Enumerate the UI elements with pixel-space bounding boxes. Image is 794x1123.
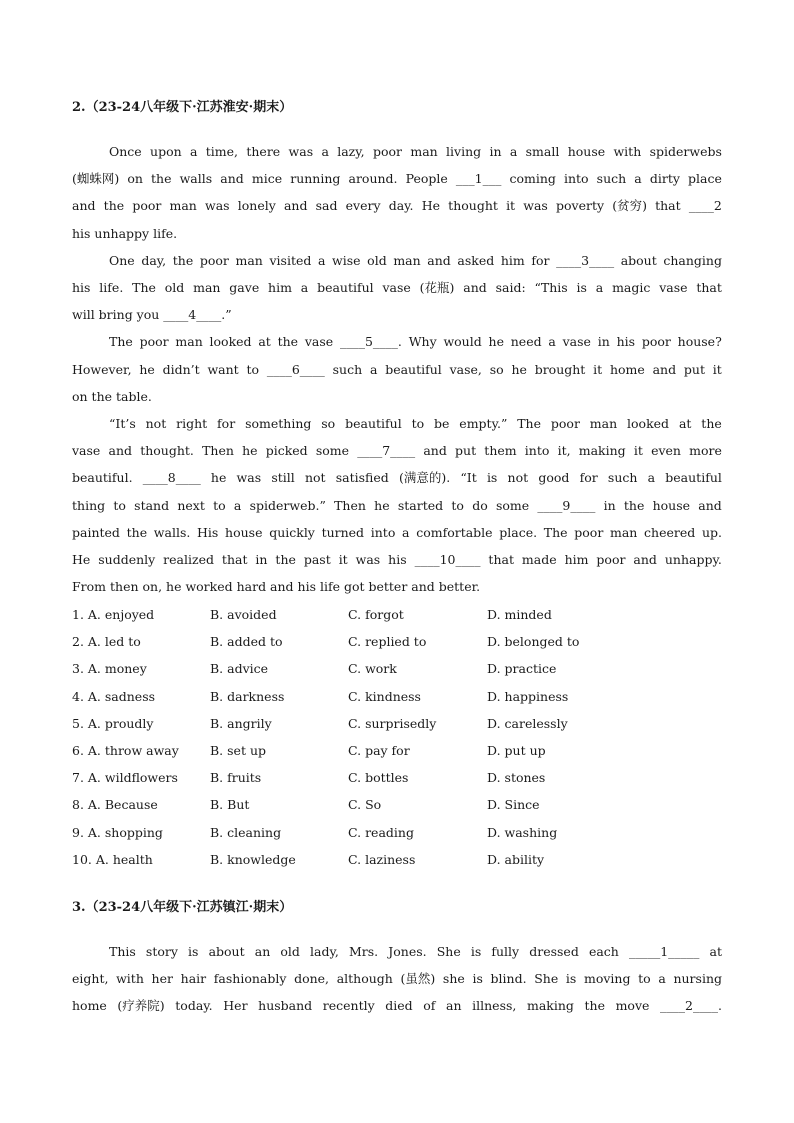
- section3-line: This story is about an old lady, Mrs. Jones. She is fully dressed each _____1_____ at: [109, 944, 722, 959]
- option-choice: C. So: [348, 797, 382, 813]
- option-choice: 1. A. enjoyed: [72, 607, 155, 622]
- option-choice: 6. A. throw away: [72, 743, 179, 758]
- section3-line: eight, with her hair fashionably done, although (虽然) she is blind. She is moving to a nursing: [72, 971, 722, 987]
- section2-line: thing to stand next to a spiderweb.” Then he started to do some ____9____ in the house and: [72, 497, 722, 513]
- option-choice: B. knowledge: [210, 851, 296, 867]
- section2-line: on the table.: [72, 388, 152, 404]
- section2-line: vase and thought. Then he picked some ____7____ and put them into it, making it even more: [72, 443, 722, 459]
- section2-line: and the poor man was lonely and sad every day. He thought it was poverty (贫穷) that ____2: [72, 198, 722, 214]
- option-choice: B. cleaning: [210, 824, 282, 840]
- option-choice: 4. A. sadness: [72, 688, 156, 704]
- option-choice: D. Since: [487, 797, 540, 813]
- option-choice: D. ability: [487, 851, 545, 867]
- section2-line: Once upon a time, there was a lazy, poor man living in a small house with spiderwebs: [109, 144, 722, 159]
- option-choice: C. forgot: [348, 607, 404, 622]
- option-choice: 5. A. proudly: [72, 715, 154, 731]
- option-choice: 2. A. led to: [72, 634, 141, 650]
- option-choice: D. happiness: [487, 688, 569, 704]
- section2-line: However, he didn’t want to ____6____ such a beautiful vase, so he brought it home and put it: [72, 361, 722, 377]
- section2-line: One day, the poor man visited a wise old man and asked him for ____3____ about changing: [109, 252, 722, 268]
- option-choice: B. angrily: [210, 715, 272, 731]
- option-choice: C. work: [348, 661, 397, 677]
- section2-line: “It’s not right for something so beautiful to be empty.” The poor man looked at the: [109, 416, 722, 431]
- option-choice: D. minded: [487, 607, 552, 622]
- option-choice: B. avoided: [210, 607, 277, 622]
- option-choice: D. put up: [487, 743, 546, 758]
- option-choice: 10. A. health: [72, 851, 153, 867]
- section2-line: From then on, he worked hard and his life got better and better.: [72, 579, 481, 595]
- section2-line: (蜘蛛网) on the walls and mice running around. People ___1___ coming into such a dirty place: [72, 171, 722, 187]
- option-choice: 7. A. wildflowers: [72, 770, 178, 786]
- option-choice: B. set up: [210, 743, 266, 758]
- section3-heading: 3.（23-24八年级下·江苏镇江·期末）: [72, 900, 293, 915]
- option-choice: D. belonged to: [487, 634, 580, 650]
- option-choice: D. carelessly: [487, 715, 568, 731]
- section2-line: his life. The old man gave him a beautiful vase (花瓶) and said: “This is a magic vase that: [72, 280, 722, 295]
- option-choice: 9. A. shopping: [72, 824, 163, 840]
- option-choice: B. darkness: [210, 688, 285, 704]
- section2-line: painted the walls. His house quickly turned into a comfortable place. The poor man cheered up.: [72, 524, 722, 540]
- option-choice: C. surprisedly: [348, 715, 437, 731]
- section2-line: The poor man looked at the vase ____5____. Why would he need a vase in his poor house?: [109, 334, 722, 350]
- option-choice: 8. A. Because: [72, 797, 158, 813]
- section2-heading: 2.（23-24八年级下·江苏淮安·期末）: [72, 100, 293, 115]
- section3-line: home (疗养院) today. Her husband recently died of an illness, making the move ____2____.: [72, 998, 722, 1014]
- section2-line: He suddenly realized that in the past it was his ____10____ that made him poor and unhappy.: [72, 552, 722, 567]
- section2-line: beautiful. ____8____ he was still not satisfied (满意的). “It is not good for such a beautiful: [72, 470, 722, 486]
- section2-line: will bring you ____4____.”: [72, 307, 232, 323]
- option-choice: D. stones: [487, 770, 546, 786]
- option-choice: 3. A. money: [72, 661, 147, 677]
- section2-line: his unhappy life.: [72, 225, 178, 241]
- option-choice: C. pay for: [348, 743, 410, 758]
- option-choice: D. practice: [487, 661, 557, 677]
- option-choice: C. laziness: [348, 851, 416, 867]
- option-choice: B. added to: [210, 634, 283, 650]
- option-choice: C. reading: [348, 824, 414, 840]
- option-choice: B. But: [210, 797, 250, 813]
- option-choice: C. bottles: [348, 770, 409, 786]
- option-choice: D. washing: [487, 824, 558, 840]
- option-choice: C. kindness: [348, 688, 421, 704]
- option-choice: B. fruits: [210, 770, 262, 786]
- option-choice: B. advice: [210, 661, 269, 677]
- option-choice: C. replied to: [348, 634, 427, 650]
